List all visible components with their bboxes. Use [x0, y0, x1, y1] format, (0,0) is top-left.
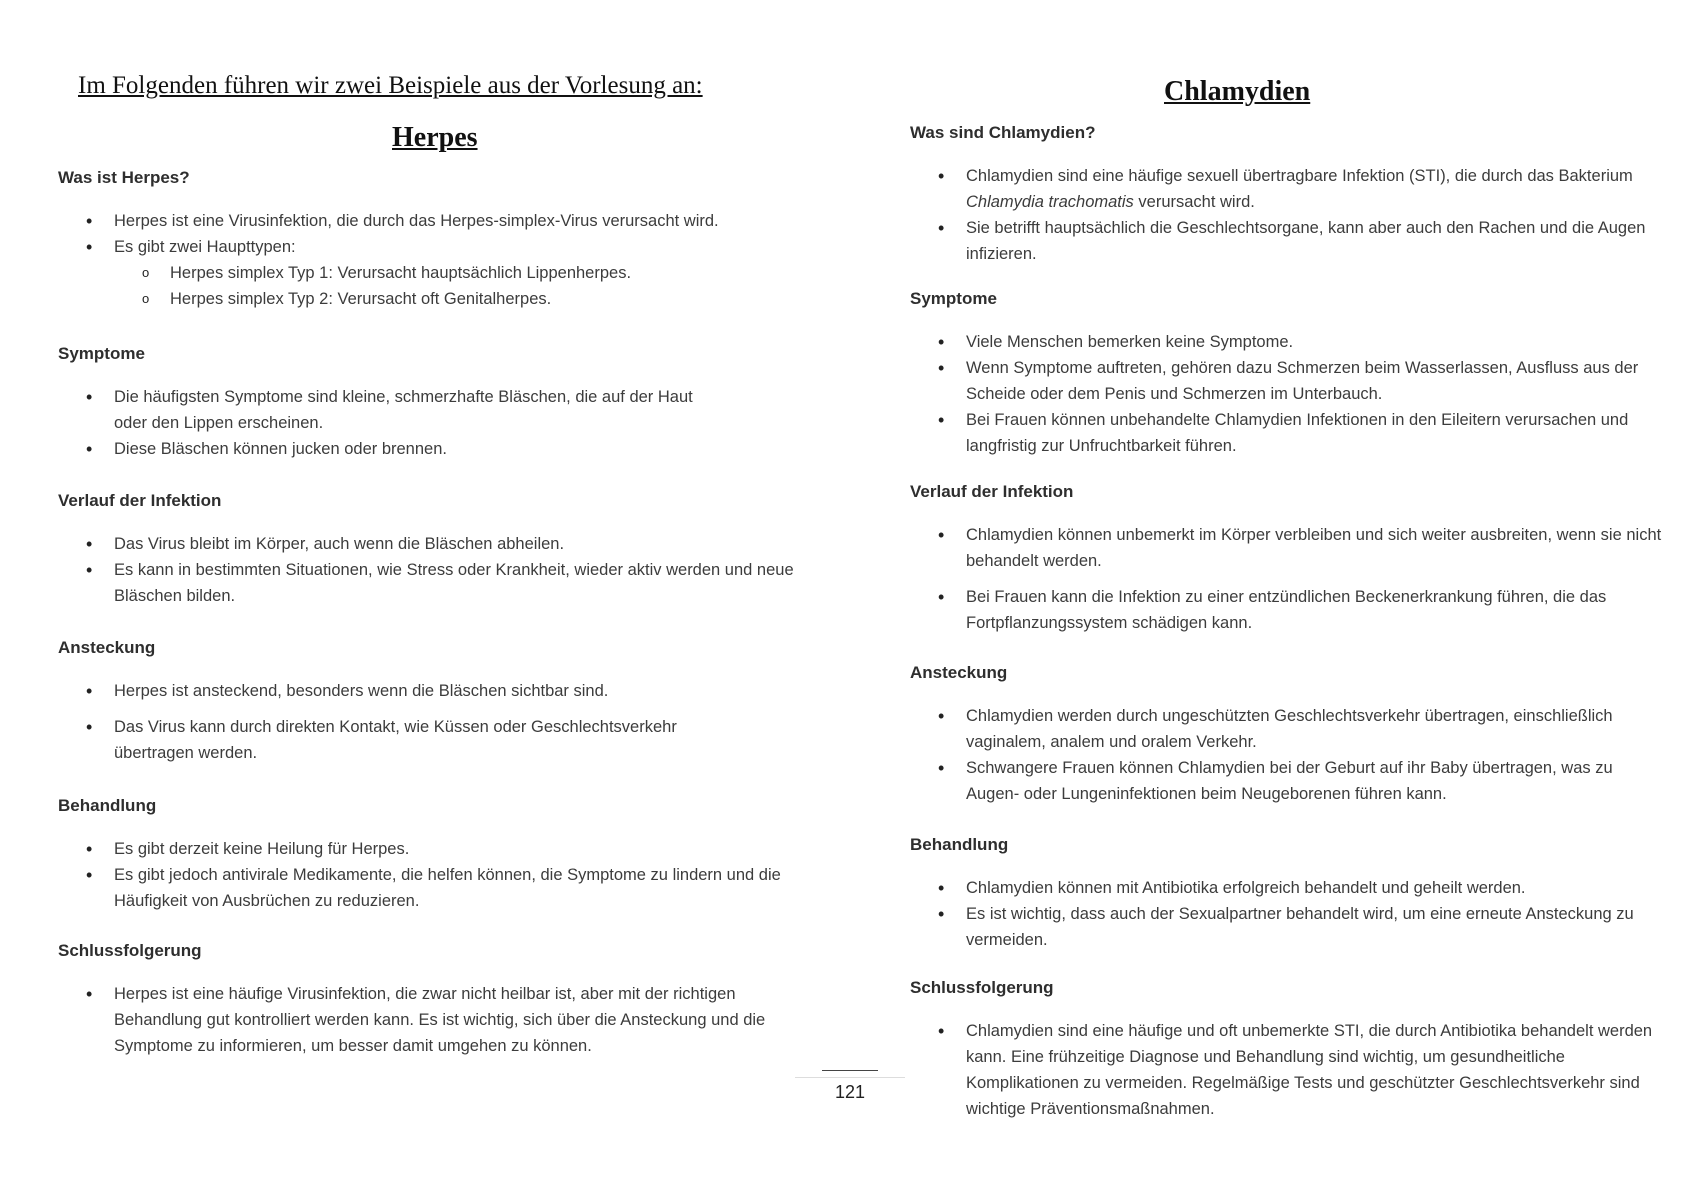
- section-heading: Symptome: [910, 289, 997, 308]
- list-item: • Herpes ist ansteckend, besonders wenn die Bläschen sichtbar sind.: [114, 678, 754, 704]
- species-name: Chlamydia trachomatis: [966, 193, 1134, 211]
- bullet-list: [58, 836, 794, 914]
- text-run: Chlamydien sind eine häufige sexuell übertragbare Infektion (STI), die durch das Bakterium: [966, 167, 1633, 185]
- chlamydien-ansteckung-section: [910, 663, 1650, 807]
- list-item: o Herpes simplex Typ 1: Verursacht hauptsächlich Lippenherpes.: [170, 260, 798, 286]
- list-item: • Das Virus kann durch direkten Kontakt, wie Küssen oder Geschlechtsverkehr übertragen werden.: [114, 714, 754, 766]
- chlamydien-title: Chlamydien: [1164, 76, 1311, 107]
- section-heading: Schlussfolgerung: [58, 941, 202, 960]
- list-item: • Bei Frauen können unbehandelte Chlamydien Infektionen in den Eileitern verursachen und langfristig zur Unfruchtbarkeit führen.: [966, 407, 1646, 459]
- chlamydien-symptome-section: [910, 289, 1650, 459]
- list-item: • Es gibt derzeit keine Heilung für Herpes.: [114, 836, 794, 862]
- bullet-list: [910, 163, 1646, 267]
- list-item: • Chlamydien können mit Antibiotika erfolgreich behandelt und geheilt werden.: [966, 875, 1646, 901]
- herpes-title: Herpes: [392, 122, 478, 153]
- intro-heading: Im Folgenden führen wir zwei Beispiele aus der Vorlesung an:: [78, 72, 703, 99]
- section-heading: Schlussfolgerung: [910, 978, 1054, 997]
- list-item: • Es kann in bestimmten Situationen, wie Stress oder Krankheit, wieder aktiv werden und neue Bläschen bilden.: [114, 557, 794, 609]
- section-heading: Was ist Herpes?: [58, 168, 190, 187]
- text-run: verursacht wird.: [1133, 193, 1255, 211]
- chlamydien-behandlung-section: [910, 835, 1650, 953]
- list-item: • Schwangere Frauen können Chlamydien bei der Geburt auf ihr Baby übertragen, was zu Augen- oder Lungeninfektionen beim Neugeborenen führen kann.: [966, 755, 1666, 807]
- section-heading: Verlauf der Infektion: [58, 491, 222, 510]
- page-number-text: 121: [834, 1082, 866, 1102]
- list-item: • Es gibt jedoch antivirale Medikamente, die helfen können, die Symptome zu lindern und die Häufigkeit von Ausbrüchen zu reduzieren.: [114, 862, 794, 914]
- bullet-list: [58, 384, 724, 462]
- bullet-list: [910, 329, 1646, 459]
- list-item: • Die häufigsten Symptome sind kleine, schmerzhafte Bläschen, die auf der Haut oder den Lippen erscheinen.: [114, 384, 724, 436]
- list-item: [966, 163, 1646, 215]
- list-item: • Bei Frauen kann die Infektion zu einer entzündlichen Beckenerkrankung führen, die das Fortpflanzungssystem schädigen kann.: [966, 584, 1676, 636]
- sub-list: [58, 260, 798, 312]
- list-item: • Das Virus bleibt im Körper, auch wenn die Bläschen abheilen.: [114, 531, 794, 557]
- section-heading: Symptome: [58, 344, 145, 363]
- herpes-schluss-section: [58, 941, 798, 1059]
- bullet-list: [910, 875, 1646, 953]
- section-heading: Behandlung: [910, 835, 1009, 854]
- list-item: • Wenn Symptome auftreten, gehören dazu Schmerzen beim Wasserlassen, Ausfluss aus der Scheide oder dem Penis und Schmerzen im Unterbauch.: [966, 355, 1646, 407]
- footer-rule: [795, 1077, 905, 1078]
- list-item: • Es gibt zwei Haupttypen:: [114, 234, 798, 260]
- herpes-behandlung-section: [58, 796, 798, 914]
- footer-rule: [822, 1070, 878, 1071]
- bullet-list: [58, 678, 754, 766]
- page-number: [795, 1070, 905, 1103]
- bullet-list: [58, 981, 794, 1059]
- list-item: • Es ist wichtig, dass auch der Sexualpartner behandelt wird, um eine erneute Ansteckung zu vermeiden.: [966, 901, 1646, 953]
- list-item: • Herpes ist eine häufige Virusinfektion, die zwar nicht heilbar ist, aber mit der richtigen Behandlung gut kontrolliert werden kann. Es ist wichtig, sich über die Ansteckung und die Symptome zu informieren, um besser damit umgehen zu können.: [114, 981, 794, 1059]
- chlamydien-was-section: [910, 123, 1650, 267]
- list-item: o Herpes simplex Typ 2: Verursacht oft Genitalherpes.: [170, 286, 798, 312]
- chlamydien-schluss-section: [910, 978, 1653, 1122]
- bullet-list: [910, 1018, 1676, 1122]
- list-item: • Chlamydien können unbemerkt im Körper verbleiben und sich weiter ausbreiten, wenn sie nicht behandelt werden.: [966, 522, 1676, 574]
- herpes-symptome-section: [58, 344, 798, 462]
- bullet-list: [910, 522, 1676, 636]
- herpes-was-section: [58, 168, 798, 312]
- list-item: • Viele Menschen bemerken keine Symptome.: [966, 329, 1646, 355]
- bullet-list: [910, 703, 1666, 807]
- section-heading: Behandlung: [58, 796, 157, 815]
- herpes-ansteckung-section: [58, 638, 798, 766]
- chlamydien-verlauf-section: [910, 482, 1662, 636]
- bullet-list: [58, 208, 798, 260]
- section-heading: Ansteckung: [58, 638, 156, 657]
- section-heading: Was sind Chlamydien?: [910, 123, 1096, 142]
- herpes-verlauf-section: [58, 491, 798, 609]
- bullet-list: [58, 531, 794, 609]
- list-item: • Herpes ist eine Virusinfektion, die durch das Herpes-simplex-Virus verursacht wird.: [114, 208, 798, 234]
- section-heading: Ansteckung: [910, 663, 1008, 682]
- list-item: • Chlamydien werden durch ungeschützten Geschlechtsverkehr übertragen, einschließlich vaginalem, analem und oralem Verkehr.: [966, 703, 1666, 755]
- list-item: • Diese Bläschen können jucken oder brennen.: [114, 436, 724, 462]
- list-item: • Sie betrifft hauptsächlich die Geschlechtsorgane, kann aber auch den Rachen und die Augen infizieren.: [966, 215, 1646, 267]
- section-heading: Verlauf der Infektion: [910, 482, 1074, 501]
- list-item: • Chlamydien sind eine häufige und oft unbemerkte STI, die durch Antibiotika behandelt werden kann. Eine frühzeitige Diagnose und Behandlung sind wichtig, um gesundheitliche Komplikationen zu vermeiden. Regelmäßige Tests und geschützter Geschlechtsverkehr sind wichtige Präventionsmaßnahmen.: [966, 1018, 1676, 1122]
